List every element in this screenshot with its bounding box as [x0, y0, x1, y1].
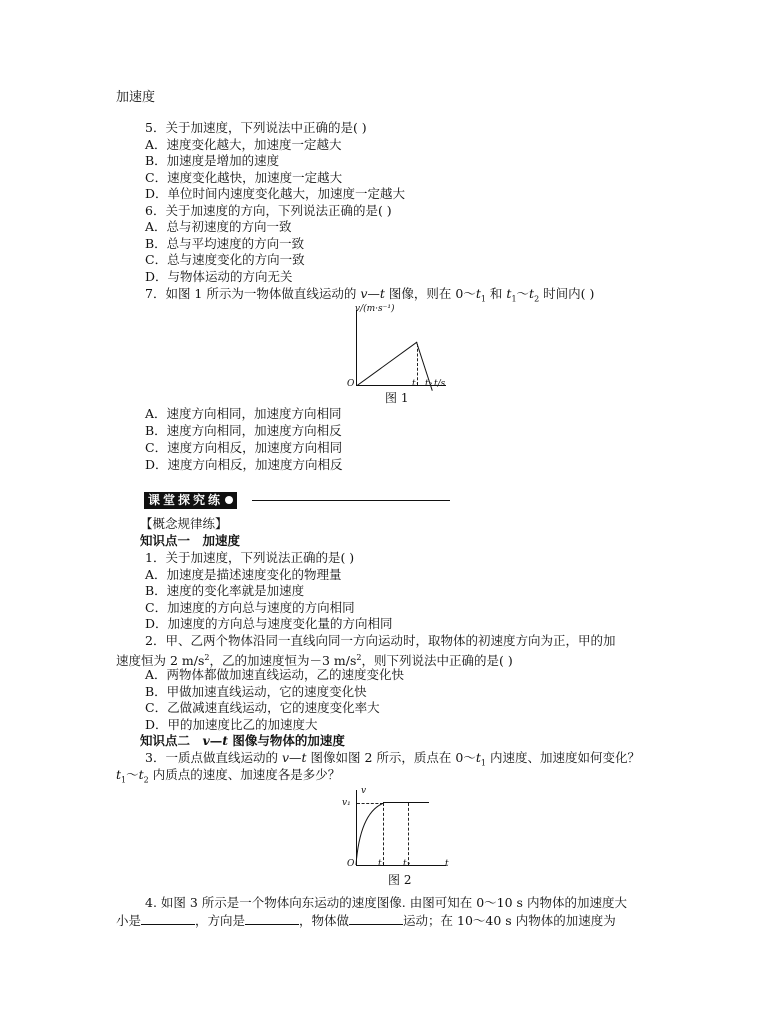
figure-1-rising-line: [357, 342, 417, 386]
question-7-option-d: D．速度方向相反，加速度方向相反: [145, 457, 343, 472]
figure-1-vt-graph: [340, 300, 460, 408]
question-5-option-d: D．单位时间内速度变化越大，加速度一定越大: [145, 186, 406, 201]
question-4-line-1: 4. 如图 3 所示是一个物体向东运动的速度图像. 由图可知在 0～10 s 内物体的加速度大: [145, 895, 627, 910]
figure-2-caption: 图 2: [388, 873, 412, 887]
question-1-option-d: D．加速度的方向总与速度变化量的方向相同: [145, 616, 393, 631]
question-7-stem: 7．如图 1 所示为一物体做直线运动的 v—t 图像，则在 $0\sim t_1$ 和 $t_1\sim t_2$ 时间内( ): [145, 286, 595, 304]
question-6-option-a: A．总与初速度的方向一致: [145, 219, 292, 234]
question-6-option-b: B．总与平均速度的方向一致: [145, 236, 305, 251]
question-1-option-b: B．速度的变化率就是加速度: [145, 583, 305, 598]
question-5-option-c: C．速度变化越快，加速度一定越大: [145, 170, 343, 185]
banner-dot-icon: [225, 496, 233, 504]
figure-1-origin: O: [347, 379, 355, 389]
question-7-option-c: C．速度方向相反，加速度方向相同: [145, 440, 343, 455]
question-2-option-b: B．甲做加速直线运动，它的速度变化快: [145, 684, 367, 699]
figure-1-x-label: t/s: [434, 379, 446, 389]
question-2-line-2: 速度恒为 2 $m/s^2$，乙的加速度恒为－3 $m/s^2$，则下列说法中正确的是( ): [116, 653, 513, 669]
figure-1-t2-label: t₂: [425, 379, 433, 389]
blank-acceleration-direction[interactable]: [245, 912, 299, 925]
figure-2-flat-line: [383, 802, 429, 803]
figure-2-origin: O: [347, 859, 355, 869]
figure-2-v1-label: v₁: [342, 798, 351, 808]
question-5-option-b: B．加速度是增加的速度: [145, 153, 280, 168]
question-1-stem: 1．关于加速度，下列说法正确的是( ): [145, 550, 355, 565]
concept-practice-label: 【概念规律练】: [140, 516, 228, 531]
question-1-option-c: C．加速度的方向总与速度的方向相同: [145, 600, 355, 615]
question-5-option-a: A．速度变化越大，加速度一定越大: [145, 137, 342, 152]
question-2-option-a: A．两物体都做加速直线运动，乙的速度变化快: [145, 667, 405, 682]
blank-motion-type[interactable]: [349, 912, 403, 925]
blank-acceleration-magnitude[interactable]: [141, 912, 195, 925]
question-5-stem: 5．关于加速度，下列说法中正确的是( ): [145, 120, 367, 135]
figure-1-y-label: v/(m·s⁻¹): [355, 304, 395, 314]
section-banner: 课堂探究练: [144, 492, 237, 509]
question-2-option-d: D．甲的加速度比乙的加速度大: [145, 717, 318, 732]
banner-rule: [252, 500, 450, 501]
figure-1-caption: 图 1: [385, 391, 409, 405]
question-6-option-d: D．与物体运动的方向无关: [145, 269, 293, 284]
figure-1-t1-label: t₁: [412, 379, 420, 389]
figure-2-vt-graph: [340, 784, 460, 890]
figure-1-y-axis: [356, 310, 357, 386]
figure-2-t2-label: t₂: [403, 859, 411, 869]
knowledge-point-2-title: 知识点二 v—t 图像与物体的加速度: [140, 733, 345, 748]
question-3-line-2: $t_1\sim t_2$ 内质点的速度、加速度各是多少？: [116, 767, 341, 785]
figure-2-t2-dash: [408, 803, 409, 865]
question-6-option-c: C．总与速度变化的方向一致: [145, 252, 305, 267]
figure-2-x-label: t: [445, 859, 449, 869]
figure-2-t1-dash: [383, 803, 384, 865]
question-3-line-1: 3．一质点做直线运动的 v—t 图像如图 2 所示，质点在 $0\sim t_1$ 内速度、加速度如何变化？: [145, 750, 640, 768]
question-1-option-a: A．加速度是描述速度变化的物理量: [145, 567, 342, 582]
figure-2-y-label: v: [361, 786, 367, 796]
question-7-option-a: A．速度方向相同，加速度方向相同: [145, 406, 342, 421]
question-7-option-b: B．速度方向相同，加速度方向相反: [145, 423, 342, 438]
figure-2-t1-label: t₁: [378, 859, 386, 869]
question-2-line-1: 2．甲、乙两个物体沿同一直线向同一方向运动时，取物体的初速度方向为正，甲的加: [145, 633, 616, 648]
section-heading: 加速度: [116, 90, 156, 105]
question-6-stem: 6．关于加速度的方向，下列说法正确的是( ): [145, 203, 392, 218]
knowledge-point-1-title: 知识点一 加速度: [140, 533, 241, 548]
figure-1-x-axis: [356, 385, 446, 386]
figure-2-curve: [356, 802, 384, 866]
question-4-line-2: 小是 ，方向是 ，物体做 运动；在 10～40 s 内物体的加速度为: [116, 913, 616, 928]
question-2-option-c: C．乙做减速直线运动，它的速度变化率大: [145, 700, 380, 715]
